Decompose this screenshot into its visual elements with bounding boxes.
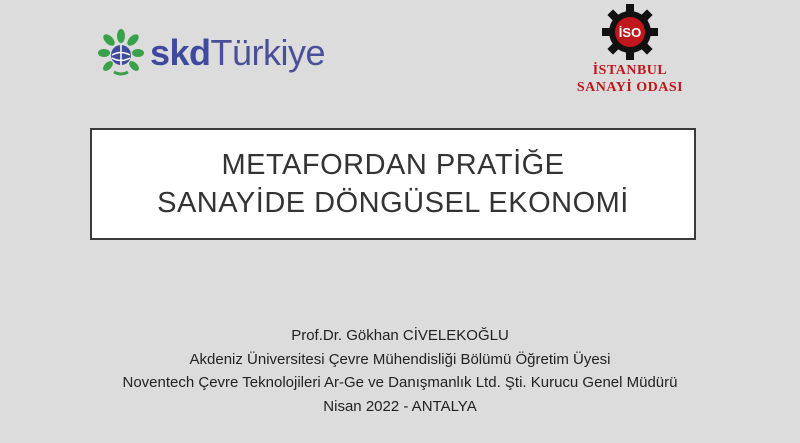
date-place: Nisan 2022 - ANTALYA	[323, 397, 477, 415]
iso-name-line2: SANAYİ ODASI	[576, 80, 684, 95]
leaf-globe-icon	[96, 28, 146, 78]
iso-badge-text: İSO	[618, 25, 642, 40]
author-position-1: Akdeniz Üniversitesi Çevre Mühendisliği Bölümü Öğretim Üyesi	[189, 350, 611, 368]
author-name: Prof.Dr. Gökhan CİVELEKOĞLU	[291, 327, 509, 344]
skd-wordmark: skdTürkiye	[150, 32, 326, 73]
title-box	[90, 128, 696, 240]
title-line-1: METAFORDAN PRATİĞE	[221, 149, 565, 181]
author-block	[0, 324, 800, 418]
skd-turkiye-logo	[96, 25, 325, 81]
gear-icon	[600, 2, 660, 62]
istanbul-sanayi-odasi-logo	[560, 2, 700, 96]
author-position-2: Noventech Çevre Teknolojileri Ar-Ge ve Danışmanlık Ltd. Şti. Kurucu Genel Müdürü	[122, 374, 678, 391]
title-line-2: SANAYİDE DÖNGÜSEL EKONOMİ	[157, 187, 629, 219]
iso-name-line1: İSTANBUL	[592, 63, 668, 78]
